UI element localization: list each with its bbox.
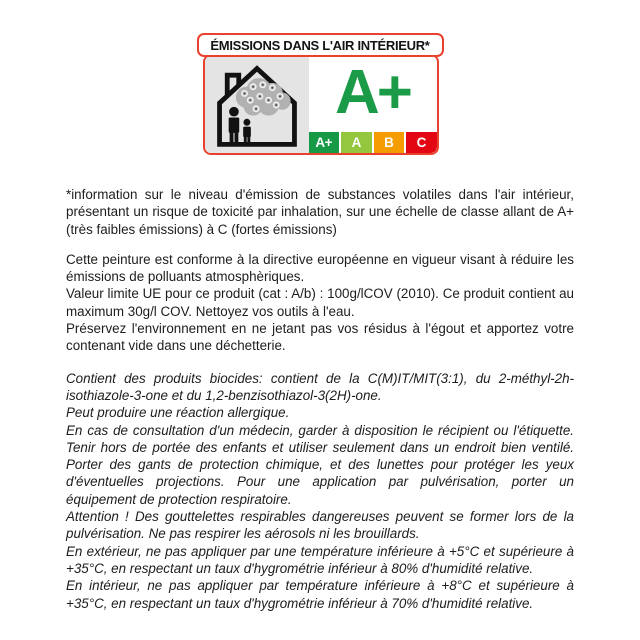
safety-block bbox=[66, 370, 574, 612]
air-emissions-label bbox=[197, 33, 444, 155]
cloud-particles-icon bbox=[235, 78, 290, 115]
regulatory-text bbox=[66, 186, 574, 612]
safety-paragraph: En intérieur, ne pas appliquer par température inférieure à +8°C et supérieure à +35°C, en respectant un taux d'hygrométrie inférieur à 70% d'humidité relative. bbox=[66, 578, 574, 611]
safety-paragraph: Attention ! Des gouttelettes respirables dangereuses peuvent se former lors de la pulvérisation. Ne pas respirer les aérosols ni les brouillards. bbox=[66, 509, 574, 542]
eu-paragraph: Préservez l'environnement en ne jetant pas vos résidus à l'égout et apportez votre contenant vide dans une déchetterie. bbox=[66, 321, 574, 354]
house-illustration-panel bbox=[205, 56, 309, 153]
scale-box-c: C bbox=[406, 132, 437, 153]
eu-paragraph: Valeur limite UE pour ce produit (cat : A/b) : 100g/lCOV (2010). Ce produit contient au maximum 30g/l COV. Nettoyez vos outils à l'eau. bbox=[66, 286, 574, 319]
label-title-banner bbox=[197, 33, 444, 57]
eu-paragraph: Cette peinture est conforme à la directive européenne en vigueur visant à réduire les émissions de polluants atmosphèriques. bbox=[66, 251, 574, 285]
scale-box-a: A bbox=[341, 132, 372, 153]
scale-box-a-plus: A+ bbox=[309, 132, 340, 153]
label-box bbox=[203, 54, 439, 155]
safety-paragraph: Contient des produits biocides: contient de la C(M)IT/MIT(3:1), du 2-méthyl-2h-isothiazole-3-one et du 1,2-benzisothiazol-3(2H)-one. bbox=[66, 370, 574, 403]
eu-directive-block bbox=[66, 251, 574, 355]
safety-paragraph: Peut produire une réaction allergique. bbox=[66, 405, 290, 421]
label-title: ÉMISSIONS DANS L'AIR INTÉRIEUR* bbox=[210, 37, 430, 53]
footnote-paragraph: *information sur le niveau d'émission de substances volatiles dans l'air intérieur, présentant un risque de toxicité par inhalation, sur une échelle de classe allant de A+ (très faibles émissions) à C (fortes émissions) bbox=[66, 187, 574, 237]
rating-panel bbox=[309, 56, 437, 153]
house-icon bbox=[205, 56, 309, 153]
rating-grade: A+ bbox=[335, 58, 410, 127]
rating-scale bbox=[309, 132, 437, 153]
scale-box-b: B bbox=[374, 132, 405, 153]
safety-paragraph: En cas de consultation d'un médecin, garder à disposition le récipient ou l'étiquette. Tenir hors de portée des enfants et utiliser seulement dans un endroit bien ventilé. Porter des gants de protection chimique, et des lunettes pour protéger les yeux d'éventuelles projections. Pour une application par pulvérisation, porter un équipement de protection respiratoire. bbox=[66, 422, 574, 507]
safety-paragraph: En extérieur, ne pas appliquer par une température inférieure à +5°C et supérieure à +35°C, en respectant un taux d'hygrométrie inférieur à 80% d'humidité relative. bbox=[66, 543, 574, 576]
